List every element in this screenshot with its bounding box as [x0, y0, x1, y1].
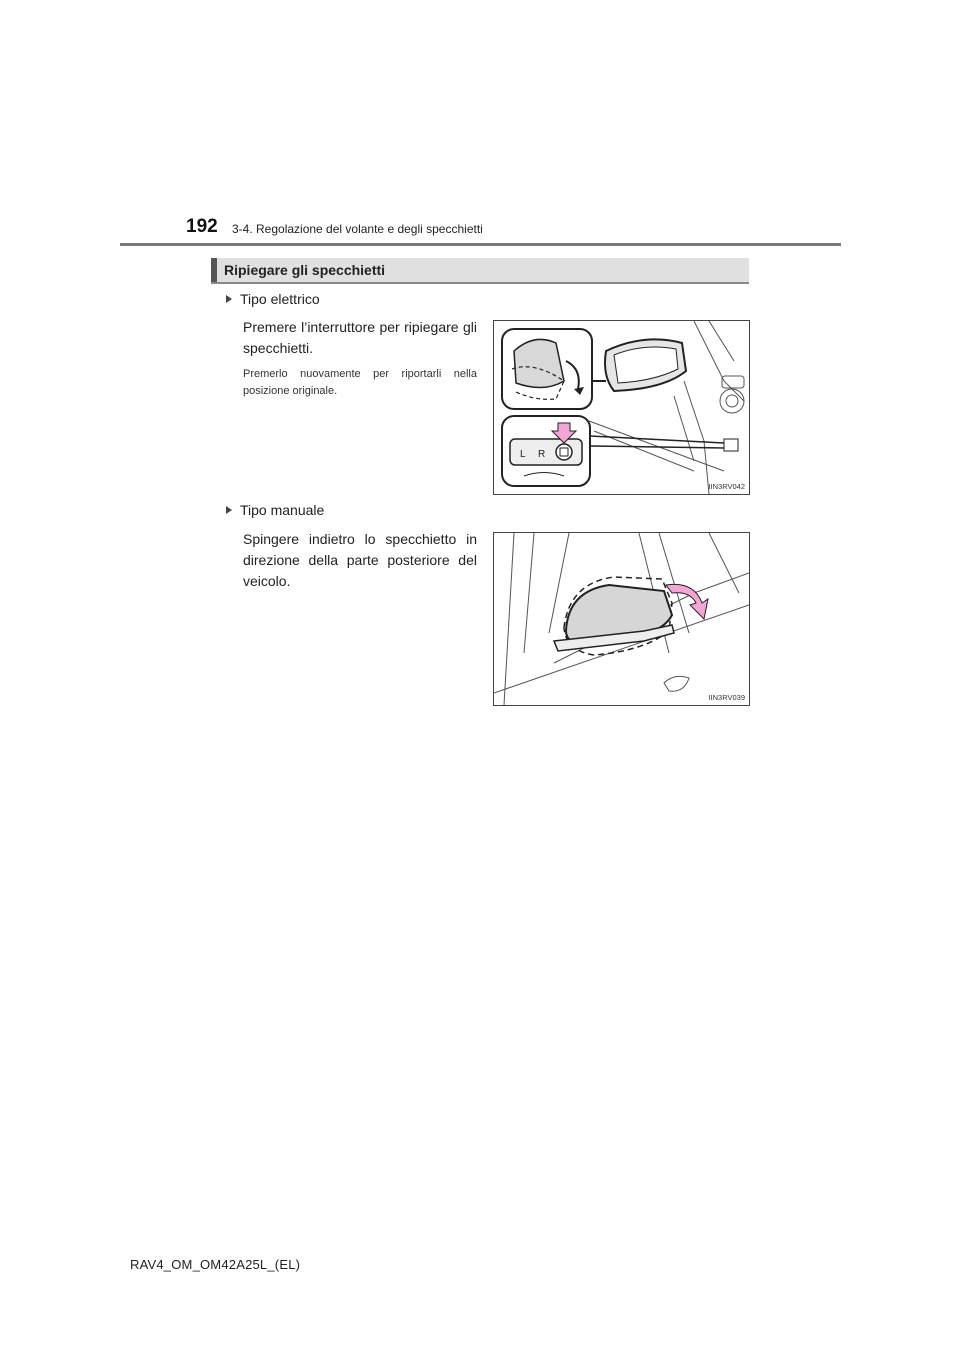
section-heading-marker: [211, 258, 217, 282]
bullet-electric-label: Tipo elettrico: [240, 291, 320, 307]
electric-instruction: Premere l’interruttore per ripiegare gli specchietti.: [243, 319, 477, 356]
switch-label-left: L: [520, 449, 526, 460]
electric-mirror-illustration: [494, 321, 749, 494]
bullet-manual-label: Tipo manuale: [240, 502, 325, 518]
figure-manual-mirror: [493, 532, 750, 706]
section-title: Ripiegare gli specchietti: [224, 262, 386, 278]
switch-label-right: R: [538, 449, 546, 460]
figure-electric-mirror: [493, 320, 750, 495]
manual-mirror-illustration: [494, 533, 749, 705]
electric-note: Premerlo nuovamente per riportarli nella posizione originale.: [243, 368, 477, 397]
bullet-manual-type: [226, 502, 324, 518]
header-rule: [120, 243, 841, 246]
footer-doc-code: RAV4_OM_OM42A25L_(EL): [130, 1257, 301, 1272]
triangle-bullet-icon: [226, 295, 232, 303]
triangle-bullet-icon: [226, 506, 232, 514]
chapter-title: 3-4. Regolazione del volante e degli specchietti: [232, 222, 483, 236]
figure-code-manual: IIN3RV039: [708, 693, 745, 702]
bullet-electric-type: [226, 291, 320, 307]
figure-code-electric: IIN3RV042: [708, 482, 745, 491]
section-heading: [211, 258, 749, 284]
page-number: 192: [186, 216, 218, 237]
manual-instruction: Spingere indietro lo specchietto in direzione della parte posteriore del veicolo.: [243, 531, 477, 589]
